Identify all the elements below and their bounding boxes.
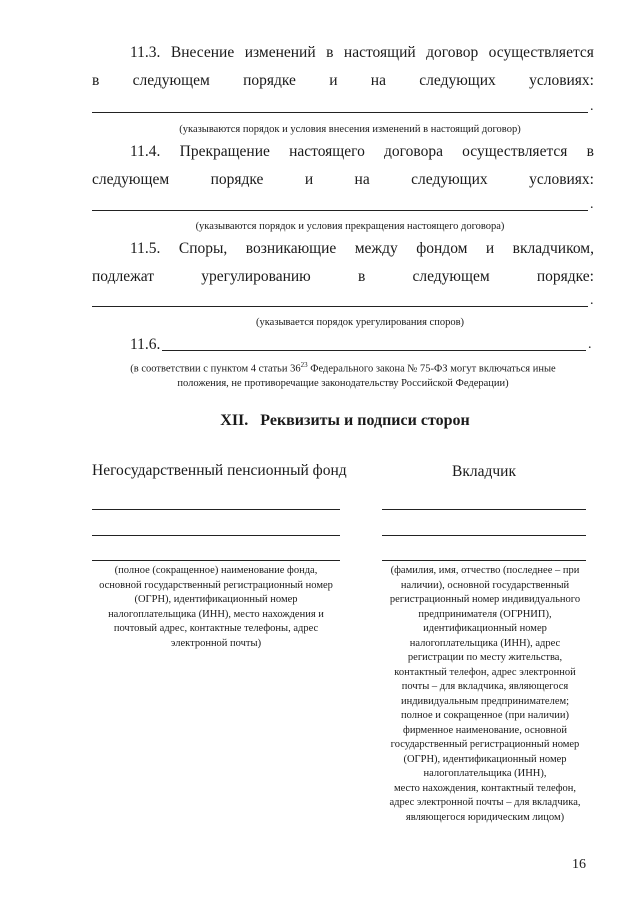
right-party-description xyxy=(376,564,594,825)
section-title: XII. Реквизиты и подписи сторон xyxy=(220,412,470,429)
word: следующих xyxy=(419,72,496,89)
description-line: (ОГРН), идентификационный номер xyxy=(403,753,567,765)
word: Споры, xyxy=(178,240,228,257)
word: на xyxy=(354,171,370,188)
word: вкладчиком, xyxy=(512,240,594,257)
clause-11-5-line-2 xyxy=(92,268,594,286)
description-line: налогоплательщика (ИНН), место нахождения и xyxy=(108,608,324,620)
clause-11-3-line-2 xyxy=(92,72,594,90)
word: и xyxy=(485,240,495,257)
period: . xyxy=(588,337,592,352)
word: в xyxy=(586,143,594,160)
description-line: полное и сокращенное (при наличии) xyxy=(401,710,569,721)
description-line: место нахождения, контактный телефон, xyxy=(393,782,577,794)
description-line: контактный телефон, адрес электронной xyxy=(394,666,576,678)
word: осуществляется xyxy=(488,44,594,61)
clause-number: 11.3. xyxy=(130,44,161,61)
description-line: адрес электронной почты – для вкладчика, xyxy=(389,797,581,808)
description-line: (полное (сокращенное) наименование фонда, xyxy=(114,565,318,576)
clause-11-6-note: (в соответствии с пунктом 4 статьи $36^{23}$ Федерального закона № 75-ФЗ могут включаться иные положения, не противоречащие законодательству Российской Федерации) xyxy=(130,361,556,389)
word: на xyxy=(370,72,386,89)
left-party-heading: Негосударственный пенсионный фонд xyxy=(92,462,347,479)
clause-number: 11.5. xyxy=(130,240,161,257)
word: условиях: xyxy=(529,171,594,188)
word: порядке xyxy=(243,72,296,89)
left-party-description xyxy=(92,564,340,651)
description-line: основной государственный регистрационный номер xyxy=(99,579,333,591)
word: условиях: xyxy=(529,72,594,89)
description-line: налогоплательщика (ИНН), xyxy=(423,768,547,779)
clause-11-5-line-1 xyxy=(130,240,594,258)
description-line: индивидуальным предпринимателем; xyxy=(400,695,570,707)
description-line: регистрационный номер индивидуального xyxy=(389,594,581,605)
word: порядке xyxy=(210,171,264,188)
right-signature-line-3 xyxy=(382,560,586,561)
word: следующем xyxy=(132,72,210,89)
description-line: (фамилия, имя, отчество (последнее – при xyxy=(390,565,580,576)
footnote-superscript: 23 xyxy=(300,361,308,369)
clause-11-4-fill-line xyxy=(92,210,588,211)
clause-11-4-line-1 xyxy=(130,143,594,161)
left-signature-line-2 xyxy=(92,535,340,536)
description-line: государственный регистрационный номер xyxy=(390,739,580,750)
clause-11-4-caption: (указываются порядок и условия прекращения настоящего договора) xyxy=(195,221,505,232)
description-line: наличии), основной государственный xyxy=(400,579,570,591)
word: договора xyxy=(384,143,443,160)
description-line: являющегося юридическим лицом) xyxy=(405,811,565,823)
word: договор xyxy=(426,44,479,61)
description-line: идентификационный номер xyxy=(423,623,547,634)
word: фондом xyxy=(416,240,468,257)
word: Внесение xyxy=(170,44,235,61)
word: в xyxy=(92,72,100,89)
page-number: 16 xyxy=(572,857,586,872)
word: Прекращение xyxy=(179,143,270,160)
clause-11-5-caption: (указывается порядок урегулирования споров) xyxy=(255,317,465,328)
left-signature-line-1 xyxy=(92,509,340,510)
word: изменений xyxy=(244,44,316,61)
word: подлежат xyxy=(92,268,155,285)
right-signature-line-2 xyxy=(382,535,586,536)
word: в xyxy=(326,44,334,61)
word: настоящий xyxy=(343,44,416,61)
description-line: почты – для вкладчика, являющегося xyxy=(401,681,569,692)
word: осуществляется xyxy=(462,143,568,160)
left-signature-line-3 xyxy=(92,560,340,561)
description-line: предпринимателя (ОГРНИП), xyxy=(418,608,552,620)
word: настоящего xyxy=(289,143,365,160)
clause-11-5-fill-line xyxy=(92,306,588,307)
word: и xyxy=(329,72,338,89)
word: следующем xyxy=(92,171,170,188)
clause-11-3-caption: (указываются порядок и условия внесения изменений в настоящий договор) xyxy=(179,124,521,135)
word: следующих xyxy=(411,171,488,188)
description-line: электронной почты) xyxy=(170,637,262,649)
clause-11-6-number: 11.6. xyxy=(130,336,161,353)
word: возникающие xyxy=(245,240,337,257)
word: порядке: xyxy=(536,268,594,285)
period: . xyxy=(590,197,594,212)
right-signature-line-1 xyxy=(382,509,586,510)
description-line: (ОГРН), идентификационный номер xyxy=(134,594,298,605)
period: . xyxy=(590,293,594,308)
description-line: фирменное наименование, основной xyxy=(403,724,567,736)
description-line: регистрации по месту жительства, xyxy=(407,652,563,663)
word: между xyxy=(354,240,398,257)
word: следующем xyxy=(412,268,490,285)
description-line: налогоплательщика (ИНН), адрес xyxy=(409,637,561,649)
clause-11-3-line-1 xyxy=(130,44,594,62)
clause-number: 11.4. xyxy=(130,143,161,160)
clause-11-3-fill-line xyxy=(92,112,588,113)
clause-11-4-line-2 xyxy=(92,171,594,189)
period: . xyxy=(590,99,594,114)
word: урегулированию xyxy=(201,268,311,285)
description-line: почтовый адрес, контактные телефоны, адрес xyxy=(113,623,319,634)
word: и xyxy=(304,171,314,188)
clause-11-6-fill-line xyxy=(162,350,586,351)
right-party-heading: Вкладчик xyxy=(452,463,516,480)
word: в xyxy=(357,268,366,285)
